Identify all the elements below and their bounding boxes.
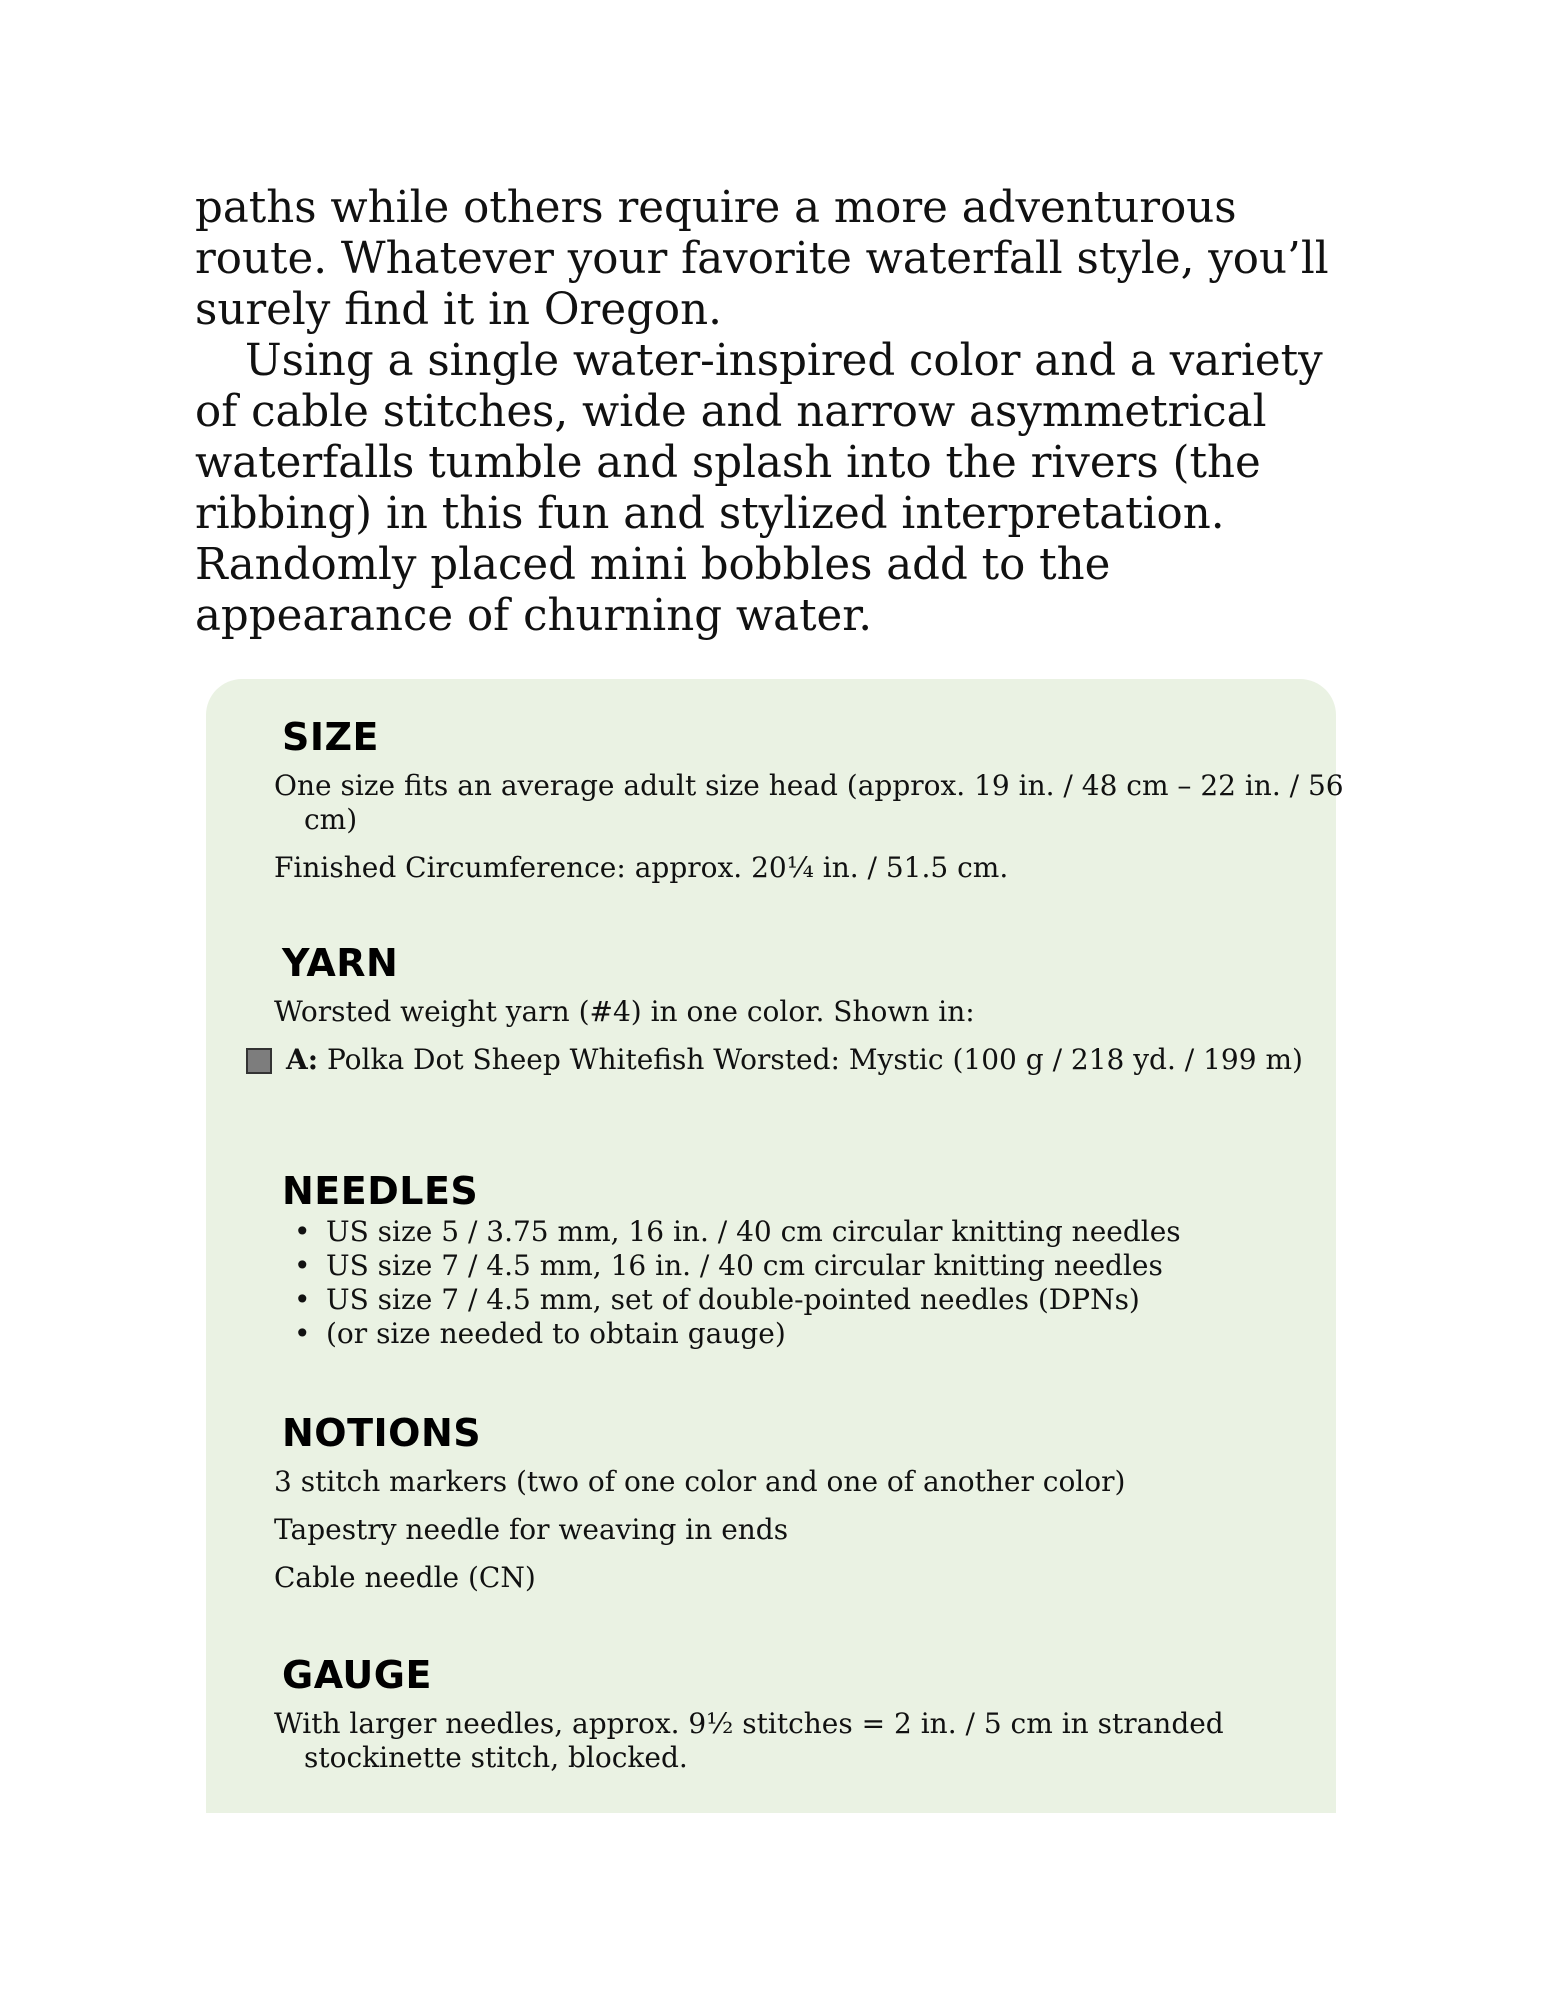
color-swatch-icon [246, 1048, 272, 1074]
notions-heading: NOTIONS [282, 1411, 482, 1455]
materials-panel [206, 679, 1344, 1813]
size-line-1: One size fits an average adult size head (approx. 19 in. / 48 cm – 22 in. / 56 cm) [274, 769, 1344, 836]
gauge-heading: GAUGE [282, 1653, 432, 1697]
bullet-icon: • [294, 1249, 311, 1282]
yarn-item-text: Polka Dot Sheep Whitefish Worsted: Mystic (100 g / 218 yd. / 199 m) [326, 1043, 1303, 1076]
notions-item-1: 3 stitch markers (two of one color and one of another color) [274, 1465, 1126, 1498]
yarn-intro: Worsted weight yarn (#4) in one color. Shown in: [274, 995, 975, 1028]
list-item: • US size 7 / 4.5 mm, set of double-pointed needles (DPNs) [294, 1283, 1140, 1316]
intro-paragraph-2: Using a single water-inspired color and a variety of cable stitches, wide and narrow asymmetrical waterfalls tumble and splash into the rivers (the ribbing) in this fun and stylized interpretation. Randomly placed mini bobbles add to the appearance of churning water. [195, 336, 1323, 641]
list-item: • (or size needed to obtain gauge) [294, 1317, 786, 1350]
notions-item-3: Cable needle (CN) [274, 1561, 536, 1594]
gauge-text: With larger needles, approx. 9½ stitches = 2 in. / 5 cm in stranded stockinette stitch, blocked. [274, 1707, 1224, 1774]
size-heading: SIZE [282, 715, 380, 759]
yarn-item-label: A: [286, 1043, 319, 1076]
needles-heading: NEEDLES [282, 1169, 479, 1213]
notions-item-2: Tapestry needle for weaving in ends [274, 1513, 789, 1546]
bullet-icon: • [294, 1215, 311, 1248]
size-line-2: Finished Circumference: approx. 20¼ in. / 51.5 cm. [274, 851, 1009, 884]
intro-text [195, 183, 1375, 642]
yarn-heading: YARN [282, 941, 399, 985]
needles-list [286, 1215, 1306, 1351]
bullet-icon: • [294, 1317, 311, 1350]
intro-paragraph-1: paths while others require a more adventurous route. Whatever your favorite waterfall style, you’ll surely find it in Oregon. [195, 183, 1329, 335]
list-item: • US size 7 / 4.5 mm, 16 in. / 40 cm circular knitting needles [294, 1249, 1163, 1282]
bullet-icon: • [294, 1283, 311, 1316]
list-item: • US size 5 / 3.75 mm, 16 in. / 40 cm circular knitting needles [294, 1215, 1181, 1248]
